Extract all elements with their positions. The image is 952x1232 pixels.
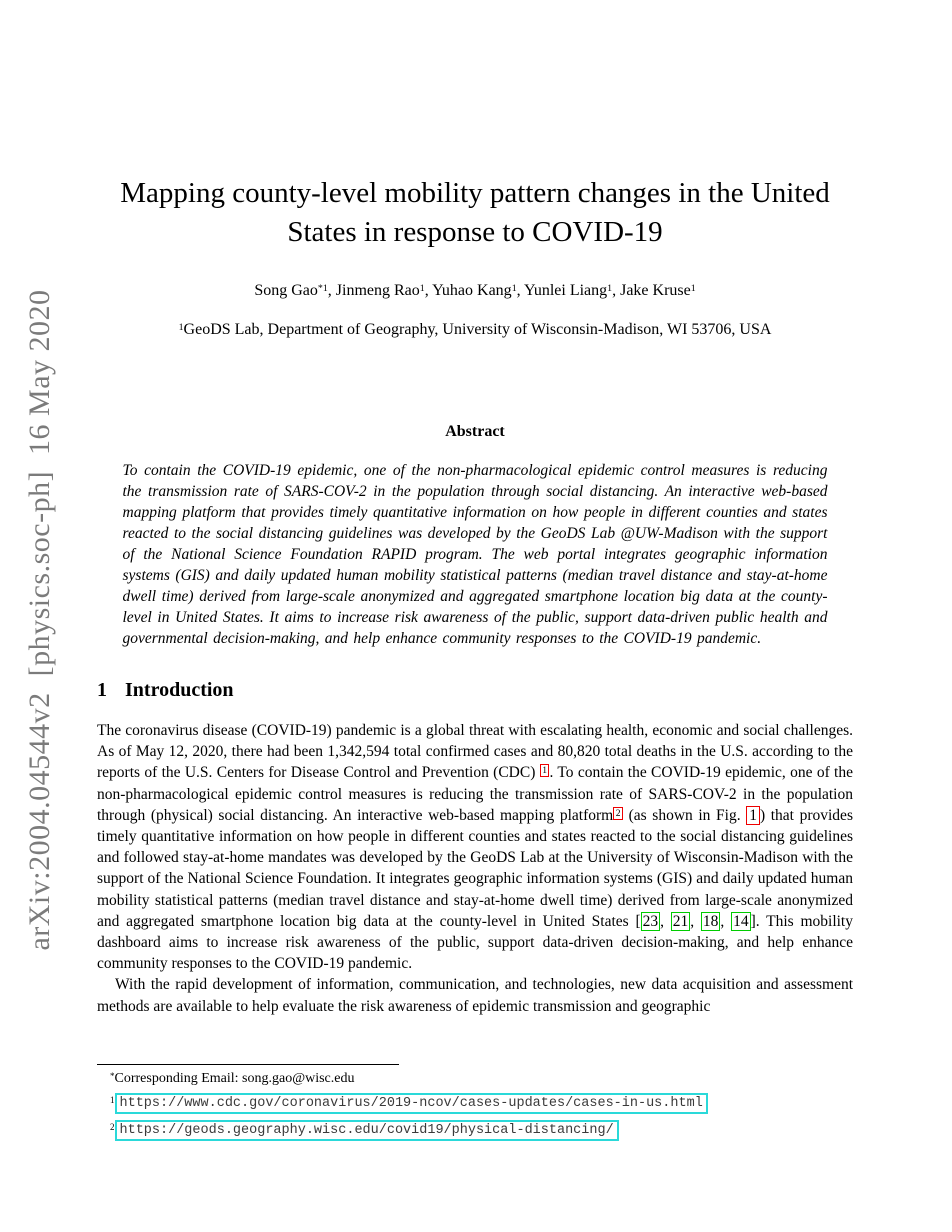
affiliation-line xyxy=(97,319,853,341)
paper-content xyxy=(97,0,853,1017)
footnote-area xyxy=(97,1064,853,1141)
footnote-geods-url xyxy=(97,1120,853,1141)
footnote-corresponding-email xyxy=(97,1071,853,1087)
author-affil-marker: 1 xyxy=(690,282,696,294)
geods-url-link[interactable]: https://geods.geography.wisc.edu/covid19/physical-distancing/ xyxy=(115,1120,619,1141)
citation-separator: , xyxy=(660,912,671,930)
footnote-ref-link-2[interactable]: 2 xyxy=(613,807,623,820)
author-name: Jinmeng Rao xyxy=(335,282,420,299)
footnote-text: Corresponding Email: song.gao@wisc.edu xyxy=(114,1071,355,1086)
author-separator: , xyxy=(327,282,336,299)
footnote-marker: 2 xyxy=(110,1121,115,1132)
citation-link[interactable]: 21 xyxy=(672,912,689,930)
abstract-text: To contain the COVID-19 epidemic, one of the non-pharmacological epidemic control measures is reducing the transmission rate of SARS-COV-2 in the population through social distancing. An interactive web-based mapping platform that provides timely quantitative information on how people in different counties and states reacted to the social distancing guidelines was developed by the GeoDS Lab @UW-Madison with the support of the National Science Foundation RAPID program. The web portal integrates geographic information systems (GIS) and daily updated human mobility statistical patterns (median travel distance and stay-at-home dwell time) derived from large-scale anonymized and aggregated smartphone location big data at the county-level in United States. It aims to increase risk awareness of the public, support data-driven public health and governmental decision-making, and help enhance community responses to the COVID-19 pandemic. xyxy=(122,462,828,647)
citation-separator: , xyxy=(690,912,701,930)
citation-link[interactable]: 18 xyxy=(702,912,719,930)
paragraph-text: The coronavirus disease (COVID-19) pandemic is a global threat with escalating health, economic and social challenges. As of May 12, 2020, there had been 1,342,594 total confirmed cases and 80,820 total deaths in the U.S. according to the reports of the U.S. Centers for Disease Control and Prevention (CDC) xyxy=(97,722,853,782)
author-separator: , xyxy=(516,282,525,299)
section-title: Introduction xyxy=(125,679,234,701)
author-affil-marker: 1 xyxy=(511,282,517,294)
author-name: Yuhao Kang xyxy=(432,282,512,299)
citation-link[interactable]: 23 xyxy=(642,912,659,930)
citation-link[interactable]: 14 xyxy=(733,912,749,930)
affiliation-text: GeoDS Lab, Department of Geography, University of Wisconsin-Madison, WI 53706, USA xyxy=(183,321,772,338)
footnote-rule xyxy=(97,1064,399,1065)
author-affil-marker: 1 xyxy=(607,282,613,294)
author-separator: , xyxy=(612,282,621,299)
footnote-ref-link-1[interactable]: 1 xyxy=(540,764,550,777)
section-number: 1 xyxy=(97,679,107,701)
arxiv-watermark: arXiv:2004.04544v2 [physics.soc-ph] 16 May 2020 xyxy=(23,289,56,951)
author-separator: , xyxy=(424,282,433,299)
author-name: Yunlei Liang xyxy=(524,282,608,299)
paragraph-text: ]. This mobility dashboard aims to increase risk awareness of the public, support data-driven decision-making, and help enhance community responses to the COVID-19 pandemic. xyxy=(97,912,853,973)
author-name: Jake Kruse xyxy=(620,282,691,299)
paragraph-text: (as shown in Fig. xyxy=(623,806,747,824)
citation-separator: , xyxy=(720,912,732,930)
author-affil-marker: 1 xyxy=(419,282,425,294)
introduction-paragraph-2: With the rapid development of information, communication, and technologies, new data acquisition and assessment methods are available to help evaluate the risk awareness of epidemic transmission and geographic xyxy=(97,976,853,1015)
abstract-heading: Abstract xyxy=(445,423,505,440)
author-line xyxy=(97,280,853,302)
cdc-url-link[interactable]: https://www.cdc.gov/coronavirus/2019-ncov/cases-updates/cases-in-us.html xyxy=(115,1093,708,1114)
author-name: Song Gao xyxy=(254,282,318,299)
footnote-marker: * xyxy=(110,1070,115,1081)
paragraph-text: ) that provides timely quantitative information on how people in different counties and states reacted to the social distancing guidelines and followed stay-at-home mandates was developed by the GeoDS Lab at the University of Wisconsin-Madison with the support of the National Science Foundation. It integrates geographic information systems (GIS) and daily updated human mobility statistical patterns (median travel distance and stay-at-home dwell time) derived from large-scale anonymized and aggregated smartphone location big data at the county-level in United States [ xyxy=(97,806,853,930)
section-heading-introduction xyxy=(97,679,853,702)
footnote-cdc-url xyxy=(97,1093,853,1114)
footnote-marker: 1 xyxy=(110,1094,115,1105)
paper-title: Mapping county-level mobility pattern changes in the United States in response to COVID-19 xyxy=(120,177,830,248)
affiliation-marker: 1 xyxy=(178,321,184,333)
author-affil-marker: *1 xyxy=(317,282,328,294)
introduction-paragraph-1 xyxy=(97,720,853,974)
paragraph-text: . To contain the COVID-19 epidemic, one of the non-pharmacological epidemic control measures is reducing the transmission rate of SARS-COV-2 in the population through (physical) social distancing. An interactive web-based mapping platform xyxy=(97,764,853,824)
figure-ref-link[interactable]: 1 xyxy=(746,806,760,825)
